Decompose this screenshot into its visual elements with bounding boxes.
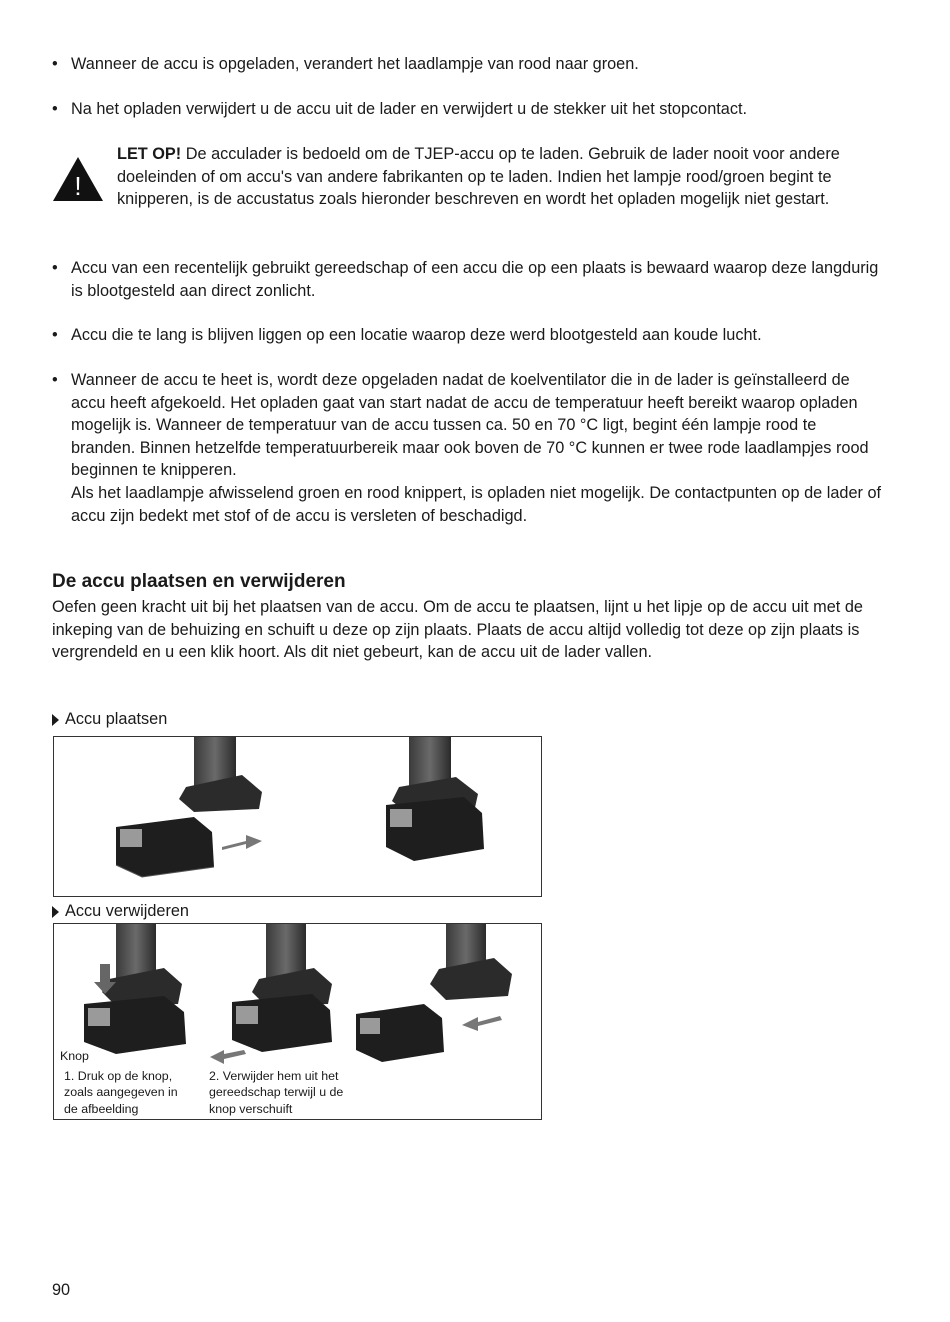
step-line: de afbeelding [64,1101,139,1116]
tool-with-battery-illustration [386,737,484,861]
figure-insert-battery [53,736,542,897]
bullet-marker: • [52,371,58,389]
figure-caption-text: Accu verwijderen [65,902,189,920]
bullet-item [52,257,882,302]
bullet-item [52,53,882,76]
caret-right-icon [52,906,59,918]
bullet-item [52,324,882,347]
battery-illustration [116,817,214,877]
section-paragraph: Oefen geen kracht uit bij het plaatsen van de accu. Om de accu te plaatsen, lijnt u het lipje op de accu uit met de inkeping van de behuizing en schuift u deze op zijn plaats. Plaats de accu altijd volledig tot deze op zijn plaats is vergrendeld en u een klik hoort. Als dit niet gebeurt, kan de accu uit de lader vallen. [52,598,863,662]
scene-press-button [84,924,186,1054]
section-heading: De accu plaatsen en verwijderen [52,571,346,592]
figure-remove-battery [53,923,542,1120]
bullet-text-part: Wanneer de accu te heet is, wordt deze opgeladen nadat de koelventilator die in de lader is geïnstalleerd de accu heeft afgekoeld. Het opladen gaat van start nadat de accu de temperatuur heeft bereikt waarop opladen mogelijk is. Wanneer de temperatuur van de accu tussen ca. 50 en 70 °C ligt, begint één lampje rood te branden. Binnen hetzelfde temperatuurbereik maar ook boven de 70 °C kunnen er twee rode laadlampjes rood beginnen te knipperen. [71,371,869,480]
step-line: zoals aangegeven in [64,1085,178,1100]
bullet-text: Wanneer de accu is opgeladen, verandert het laadlampje van rood naar groen. [71,55,639,73]
scene-battery-removed [356,924,512,1062]
warning-triangle-icon [52,156,104,202]
warning-body: De acculader is bedoeld om de TJEP-accu op te laden. Gebruik de lader nooit voor andere doeleinden of om accu's van andere fabrikanten op te laden. Indien het lampje rood/groen begint te knipperen, is de accustatus zoals hieronder beschreven en wordt het opladen mogelijk niet gestart. [117,145,840,209]
step-line: 2. Verwijder hem uit het [209,1069,339,1083]
bullet-text: Accu van een recentelijk gebruikt gereedschap of een accu die op een plaats is bewaard waarop deze langdurig is blootgesteld aan direct zonlicht. [71,259,879,300]
tool-body-illustration [179,737,262,812]
scene-slide-out [210,924,332,1064]
warning-text [117,143,882,211]
warning-label: LET OP! [117,145,182,163]
step-1-text [64,1068,204,1117]
bullet-item [52,369,882,527]
bullet-marker: • [52,100,58,118]
button-label: Knop [60,1049,89,1063]
bullet-marker: • [52,55,58,73]
warning-symbol: ! [74,171,82,201]
step-2-text [209,1068,379,1117]
figure-caption [52,902,189,921]
bullet-text: Na het opladen verwijdert u de accu uit de lader en verwijdert u de stekker uit het stopcontact. [71,100,748,118]
step-line: gereedschap terwijl u de [209,1085,344,1100]
step-line: knop verschuift [209,1101,293,1116]
arrow-right-icon [222,835,262,850]
figure-caption [52,710,167,729]
insert-battery-illustration [54,737,541,896]
bullet-text [71,369,882,527]
page-number: 90 [52,1281,71,1299]
bullet-item [52,98,882,121]
arrow-left-icon [210,1050,246,1064]
bullet-marker: • [52,259,58,277]
bullet-text-part: Als het laadlampje afwisselend groen en rood knippert, is opladen niet mogelijk. De contactpunten op de lader of accu zijn bedekt met stof of de accu is versleten of beschadigd. [71,483,882,525]
figure-caption-text: Accu plaatsen [65,710,168,728]
arrow-left-icon [462,1016,502,1031]
bullet-text: Accu die te lang is blijven liggen op een locatie waarop deze werd blootgesteld aan koude lucht. [71,326,762,344]
bullet-marker: • [52,326,58,344]
caret-right-icon [52,714,59,726]
step-line: 1. Druk op de knop, [64,1069,173,1083]
warning-block [52,143,882,211]
